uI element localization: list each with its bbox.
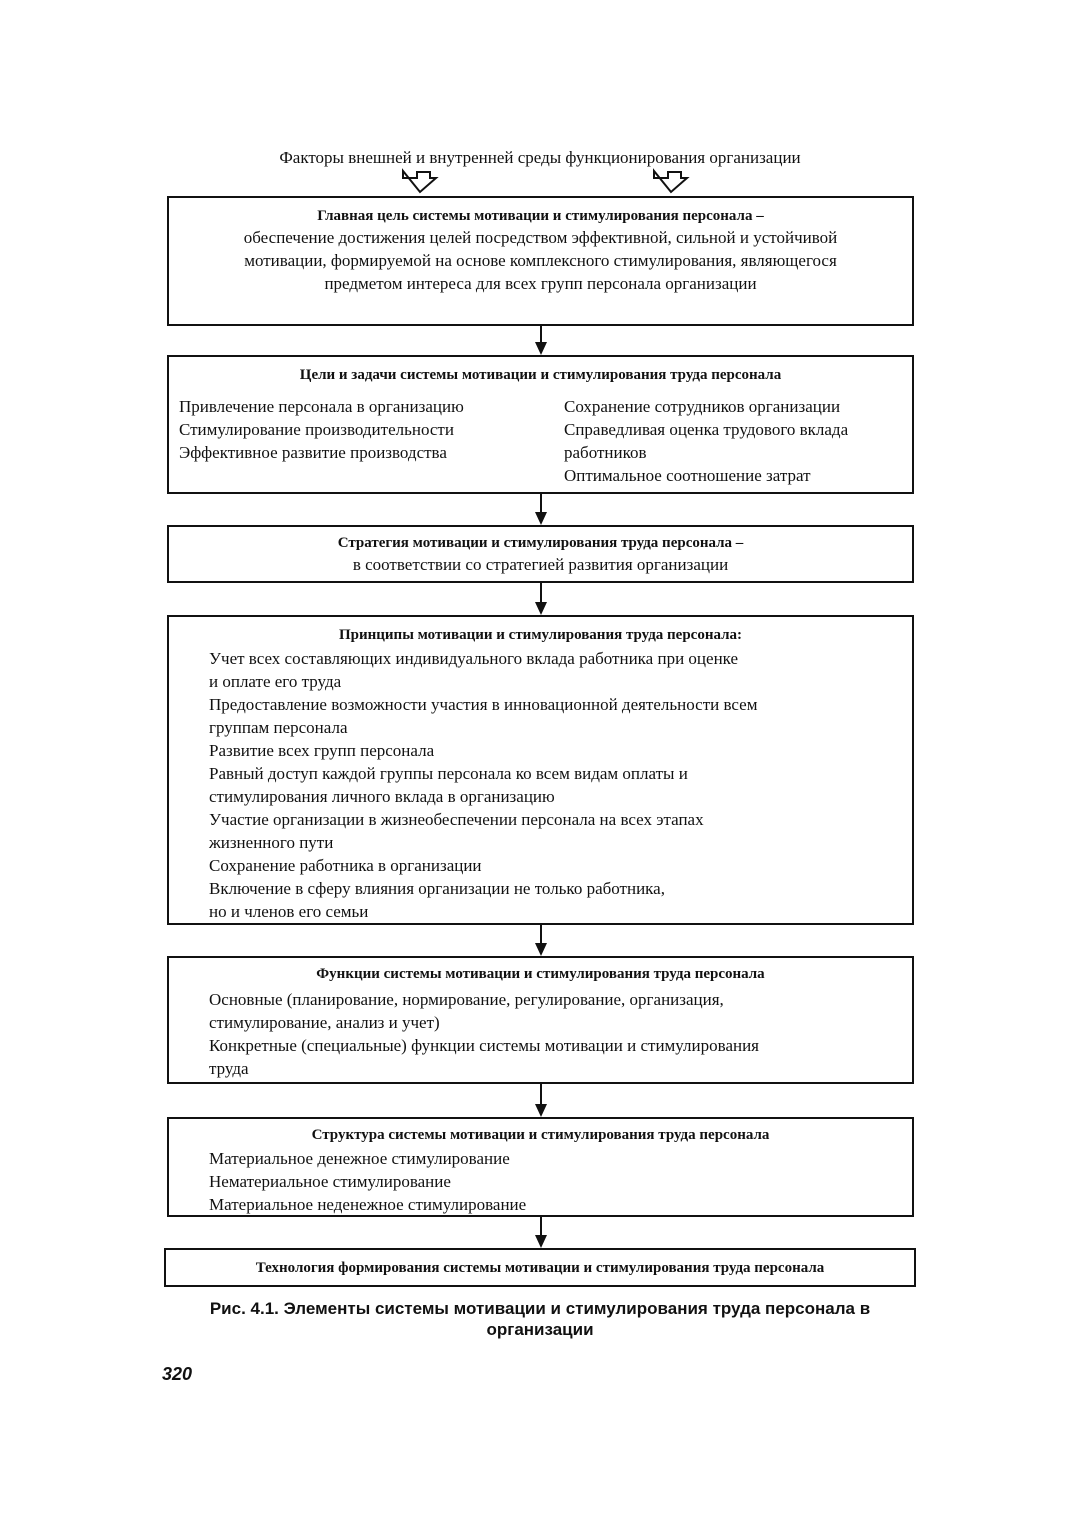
- goals-right-column: [564, 395, 848, 487]
- main-goal-line: предметом интереса для всех групп персонала организации: [324, 274, 757, 293]
- structure-title: Структура системы мотивации и стимулирования труда персонала: [311, 1127, 770, 1143]
- function-line: стимулирование, анализ и учет): [209, 1013, 440, 1032]
- principle-line: группам персонала: [209, 718, 348, 737]
- arrowhead-6: [535, 1235, 547, 1248]
- main-goal-line: мотивации, формируемой на основе комплексного стимулирования, являющегося: [244, 251, 837, 270]
- goal-item: Оптимальное соотношение затрат: [564, 466, 811, 485]
- figure-caption: [150, 1298, 930, 1340]
- goal-item: Стимулирование производительности: [179, 420, 454, 439]
- principles-title: Принципы мотивации и стимулирования труда персонала:: [338, 627, 743, 643]
- main-goal-line: обеспечение достижения целей посредством эффективной, сильной и устойчивой: [243, 228, 838, 247]
- principle-line: Развитие всех групп персонала: [209, 741, 435, 760]
- function-line: Основные (планирование, нормирование, регулирование, организация,: [209, 990, 724, 1009]
- goals-box: [167, 355, 914, 494]
- figure-caption-line: Рис. 4.1. Элементы системы мотивации и стимулирования труда персонала в: [209, 1299, 871, 1318]
- principle-line: Предоставление возможности участия в инновационной деятельности всем: [209, 695, 758, 714]
- arrowhead-4: [535, 943, 547, 956]
- structure-box: [167, 1117, 914, 1217]
- goal-item: работников: [564, 443, 647, 462]
- principle-line: Равный доступ каждой группы персонала ко всем видам оплаты и: [209, 764, 688, 783]
- structure-line: Материальное неденежное стимулирование: [209, 1195, 527, 1214]
- functions-box: [167, 956, 914, 1084]
- technology-box: [164, 1248, 916, 1287]
- goals-left-column: [179, 395, 464, 464]
- structure-line: Материальное денежное стимулирование: [209, 1149, 510, 1168]
- principle-line: Учет всех составляющих индивидуального вклада работника при оценке: [209, 649, 739, 668]
- factors-caption: Факторы внешней и внутренней среды функционирования организации: [279, 148, 801, 167]
- functions-title: Функции системы мотивации и стимулирования труда персонала: [316, 966, 765, 982]
- strategy-title: Стратегия мотивации и стимулирования труда персонала –: [337, 535, 744, 551]
- factor-arrow-left: [403, 171, 436, 192]
- arrowhead-2: [535, 512, 547, 525]
- principle-line: но и членов его семьи: [209, 902, 369, 921]
- function-line: труда: [209, 1059, 249, 1078]
- goal-item: Сохранение сотрудников организации: [564, 397, 841, 416]
- strategy-box: [167, 525, 914, 583]
- principle-line: стимулирования личного вклада в организацию: [209, 787, 555, 806]
- technology-title: Технология формирования системы мотивации и стимулирования труда персонала: [255, 1260, 825, 1276]
- principle-line: Участие организации в жизнеобеспечении персонала на всех этапах: [209, 810, 704, 829]
- goal-item: Эффективное развитие производства: [179, 443, 447, 462]
- principles-box: [167, 615, 914, 925]
- principle-line: жизненного пути: [209, 833, 334, 852]
- arrowhead-5: [535, 1104, 547, 1117]
- figure-caption-line: организации: [486, 1320, 594, 1339]
- factor-arrow-right: [654, 171, 687, 192]
- goals-title: Цели и задачи системы мотивации и стимулирования труда персонала: [299, 367, 782, 383]
- strategy-line: в соответствии со стратегией развития организации: [352, 555, 729, 574]
- structure-line: Нематериальное стимулирование: [209, 1172, 451, 1191]
- function-line: Конкретные (специальные) функции системы мотивации и стимулирования: [209, 1036, 760, 1055]
- principle-line: Сохранение работника в организации: [209, 856, 482, 875]
- arrowhead-3: [535, 602, 547, 615]
- main-goal-title: Главная цель системы мотивации и стимулирования персонала –: [317, 208, 764, 224]
- page-number: 320: [162, 1364, 193, 1384]
- principle-line: Включение в сферу влияния организации не только работника,: [209, 879, 665, 898]
- principle-line: и оплате его труда: [209, 672, 342, 691]
- arrowhead-1: [535, 342, 547, 355]
- main-goal-box: [167, 196, 914, 326]
- goal-item: Привлечение персонала в организацию: [179, 397, 464, 416]
- goal-item: Справедливая оценка трудового вклада: [564, 420, 849, 439]
